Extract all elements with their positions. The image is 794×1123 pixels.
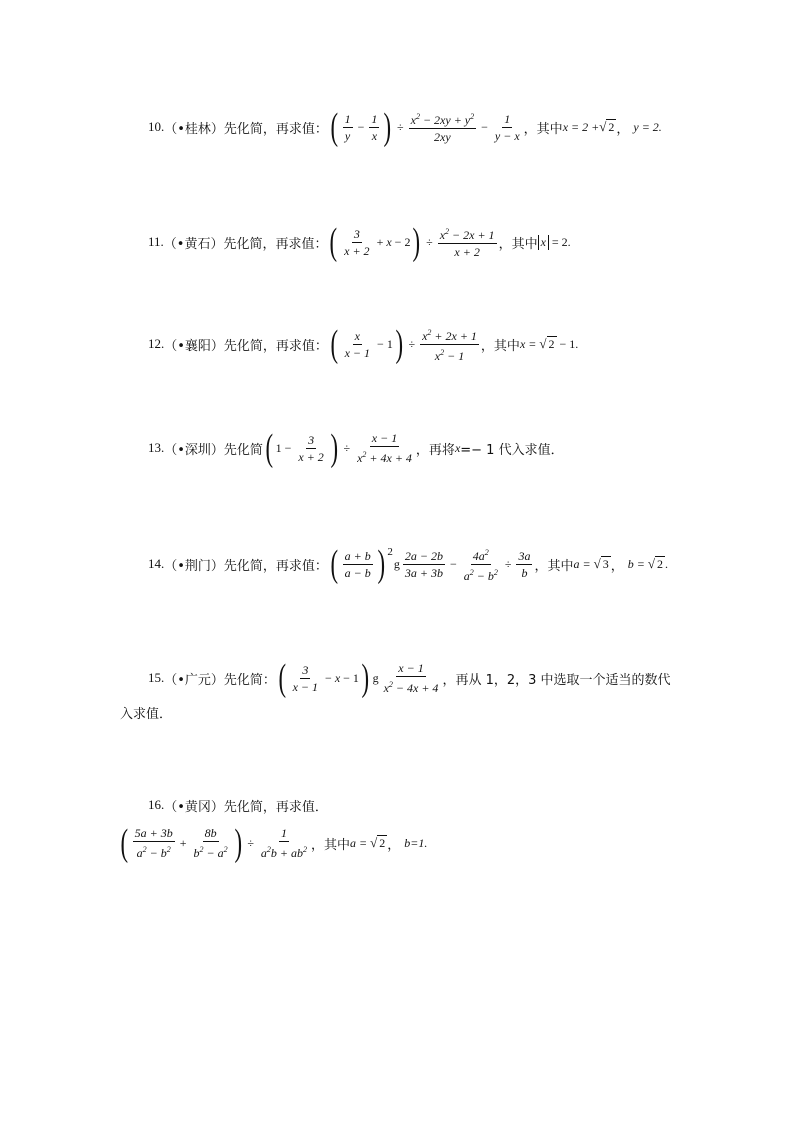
fraction: $\frac{x - 1}{x^2 - 4x + 4}$: [383, 661, 439, 695]
condition-y: y = 2.: [633, 119, 662, 134]
problem-number: 10.: [148, 119, 165, 134]
condition-x: x = 2 +: [562, 119, 600, 134]
separator: ，: [616, 121, 630, 137]
problem-11: 11. （•黄石） 先化简，再求值： ( $\frac{3}{x + 2}$ + x − 2 ) ÷ $\frac{x^2 - 2x + 1}{x + 2}$ ，其中 x = 2.: [148, 221, 571, 263]
sqrt: √ 2: [647, 556, 663, 571]
fraction: $\frac{a + b}{a - b}$: [344, 548, 371, 580]
fraction: $\frac{x^2 + 2x + 1}{x^2 - 1}$: [422, 327, 477, 363]
tail-text-line-2: 入求值．: [120, 706, 173, 722]
condition-prefix: ，其中: [480, 338, 520, 354]
tail-text: ，再将: [415, 442, 455, 458]
fraction: $\frac{5a + 3b}{a^2 - b^2}$: [134, 826, 173, 860]
problem-instruction: 先化简: [223, 442, 263, 458]
problem-instruction: 先化简，再求值：: [223, 338, 328, 354]
problem-source: （•桂林）: [164, 121, 224, 137]
condition-a: a =: [573, 556, 591, 571]
tail-variable: x: [454, 440, 461, 455]
fraction: $\frac{x^2 - 2x + 1}{x + 2}$: [439, 227, 495, 259]
fraction: $\frac{x - 1}{x^2 + 4x + 4}$: [357, 431, 412, 465]
sqrt: √ 2: [370, 835, 386, 850]
problem-number: 14.: [148, 556, 165, 571]
problem-source: （•广元）: [164, 672, 224, 688]
condition-prefix: ，其中: [523, 121, 563, 137]
problem-instruction: 先化简：: [223, 672, 276, 688]
right-paren: ): [383, 106, 392, 148]
problem-instruction: 先化简，再求值：: [223, 558, 328, 574]
problem-source: （•荆门）: [164, 558, 224, 574]
problem-instruction: 先化简，再求值．: [223, 799, 328, 815]
problem-source: （•黄冈）: [164, 799, 224, 815]
problem-source: （•黄石）: [163, 236, 224, 252]
problem-number: 12.: [148, 336, 165, 351]
condition-tail: = 2.: [551, 234, 571, 249]
fraction: $\frac{3a}{b}$: [518, 548, 531, 580]
problem-source: （•襄阳）: [164, 338, 224, 354]
fraction: $\frac{2a - 2b}{3a + 3b}$: [404, 548, 443, 580]
problem-number: 15.: [148, 670, 165, 685]
problem-number: 11.: [148, 234, 164, 249]
problem-instruction: 先化简，再求值：: [223, 121, 328, 137]
condition-end: .: [664, 556, 668, 571]
sqrt: √ 3: [593, 556, 609, 571]
problem-15: 15. （•广元） 先化简： ( $\frac{3}{x - 1}$ − x − 1 ) g $\frac{x - 1}{x^2 - 4x + 4}$ ，再从 1，2，3 中选取一个适当的数代 入求值．: [120, 657, 671, 722]
problem-14: 14. （•荆门） 先化简，再求值： ( $\frac{a + b}{a - b}$ ) 2 g $\frac{2a - 2b}{3a + 3b}$ − $\frac{4a^2}{a^2 - b^2}$ ÷ $\frac{3a}{b}$ ，其中 a = √ 3 ， b = √ 2 .: [148, 543, 668, 585]
condition-x: x =: [519, 336, 537, 351]
fraction: $\frac{3}{x - 1}$: [292, 662, 319, 694]
fraction: $\frac{x^2 - 2xy + y^2}{2xy}$: [410, 112, 475, 144]
condition-b: b =: [627, 556, 645, 571]
separator: ，: [610, 558, 624, 574]
sqrt: √ 2: [539, 336, 555, 351]
sqrt: √ 2: [599, 119, 615, 134]
condition-prefix: ，其中: [534, 558, 574, 574]
problem-13: 13. （•深圳） 先化简 ( 1 − $\frac{3}{x + 2}$ ) ÷ $\frac{x - 1}{x^2 + 4x + 4}$ ，再将 x =− 1 代入求值．: [148, 427, 564, 469]
condition-b: b=1.: [404, 835, 428, 850]
tail-text: ，再从 1，2，3 中选取一个适当的数代: [442, 672, 671, 688]
absolute-value: x: [538, 235, 549, 250]
fraction: $\frac{1}{y}$: [344, 111, 351, 143]
separator: ，: [387, 837, 401, 853]
problem-number: 13.: [148, 440, 165, 455]
problem-source: （•深圳）: [164, 442, 224, 458]
tail-text-2: =− 1 代入求值．: [460, 442, 564, 458]
fraction: $\frac{8b}{b^2 - a^2}$: [193, 826, 228, 860]
problem-instruction: 先化简，再求值：: [223, 236, 328, 252]
problem-10: 10. （•桂林） 先化简，再求值： ( $\frac{1}{y}$ − $\frac{1}{x}$ ) ÷ $\frac{x^2 - 2xy + y^2}{2xy}$ − $\frac{1}{y - x}$ ，其中 x = 2 + √ 2 ， y = 2.: [148, 106, 662, 148]
problem-16: 16. （•黄冈） 先化简，再求值． ( $\frac{5a + 3b}{a^2 - b^2}$ + $\frac{8b}{b^2 - a^2}$ ) ÷ $\frac{1}{a^2b + ab^2}$ ，其中 a = √ 2 ， b=1.: [120, 797, 428, 864]
left-paren: (: [330, 106, 339, 148]
problem-number: 16.: [148, 797, 165, 812]
condition-prefix: ，其中: [311, 837, 351, 853]
fraction: $\frac{3}{x + 2}$: [298, 432, 324, 464]
problem-12: 12. （•襄阳） 先化简，再求值： ( $\frac{x}{x - 1}$ − 1 ) ÷ $\frac{x^2 + 2x + 1}{x^2 - 1}$ ，其中 x = √ 2 − 1.: [148, 323, 579, 365]
condition-a: a =: [350, 835, 368, 850]
fraction: $\frac{x}{x - 1}$: [344, 328, 371, 360]
fraction: $\frac{4a^2}{a^2 - b^2}$: [463, 547, 498, 583]
fraction: $\frac{1}{x}$: [371, 111, 378, 143]
fraction: $\frac{3}{x + 2}$: [344, 226, 370, 258]
condition-prefix: ，其中: [498, 236, 538, 252]
fraction: $\frac{1}{a^2b + ab^2}$: [260, 826, 308, 860]
condition-tail: − 1.: [559, 336, 579, 351]
fraction: $\frac{1}{y - x}$: [494, 111, 520, 143]
